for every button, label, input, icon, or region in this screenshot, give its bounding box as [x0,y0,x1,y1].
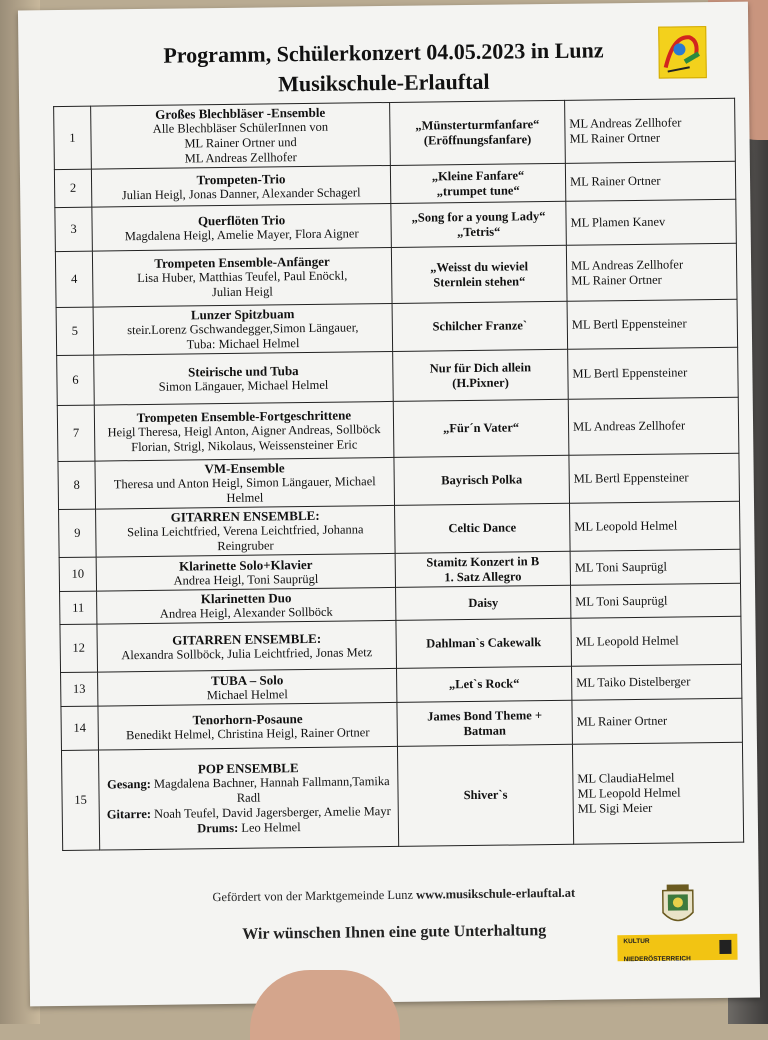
piece-cell [395,503,571,553]
teacher-cell [566,199,737,245]
ensemble-cell [92,247,392,307]
piece-cell [393,349,569,401]
program-table [53,98,744,851]
piece-line: „Für´n Vater“ [442,420,520,436]
piece-line: „Tetris“ [456,224,501,239]
row-number: 12 [60,624,98,672]
ensemble-members [95,119,386,168]
drums-label: Drums: [197,820,239,836]
teacher-cell [568,397,739,455]
teacher-cell [570,549,740,585]
teacher-line: ML Plamen Kanev [570,214,666,230]
member-line: Julian Heigl, Jonas Danner, Alexander Schagerl [121,184,361,202]
ensemble-name: Trompeten Ensemble-Fortgeschrittene [136,407,352,426]
ensemble-cell [94,351,394,405]
piece-line: „Kleine Fanfare“ [431,167,525,183]
ensemble-cell [96,553,395,591]
piece-line: Sternlein stehen“ [433,273,526,289]
ensemble-members [96,185,386,204]
member-line: Andrea Heigl, Toni Sauprügl [173,571,319,588]
ensemble-cell [91,102,391,169]
teacher-cell [566,243,737,301]
piece-line: (Eröffnungsfanfare) [423,132,532,148]
page-title: Programm, Schülerkonzert 04.05.2023 in Lunz [163,37,604,68]
row-number: 10 [59,557,96,591]
piece-line: Batman [463,723,507,738]
teacher-line: ML Leopold Helmel [577,785,681,801]
member-line: Andrea Heigl, Alexander Sollböck [159,604,333,621]
piece-cell [393,399,569,457]
member-line: Selina Leichtfried, Verena Leichtfried, Johanna [126,522,364,540]
ensemble-members [100,522,390,556]
teacher-line: ML Rainer Ortner [569,173,661,189]
ensemble-name: Trompeten Ensemble-Anfänger [154,253,330,271]
ensemble-members [101,604,391,623]
teacher-line: ML Sigi Meier [577,800,653,816]
teacher-line: ML Bertl Eppensteiner [571,316,687,332]
drums-members: Leo Helmel [241,820,301,835]
teacher-line: ML Rainer Ortner [576,713,668,729]
member-line: Julian Heigl [211,284,273,300]
teacher-line: ML Andreas Zellhofer [572,418,686,434]
footer-funding [29,884,759,908]
piece-line: Bayrisch Polka [441,472,523,488]
ensemble-members [98,320,388,354]
teacher-cell [572,698,743,744]
ensemble-cell [98,668,397,706]
ensemble-cell [97,587,396,624]
row-number: 5 [56,307,94,355]
teacher-line: ML Toni Sauprügl [575,593,668,609]
piece-cell [390,100,566,165]
ensemble-cell [97,620,397,672]
ensemble-members [100,474,390,508]
piece-line: (H.Pixner) [452,375,509,390]
piece-cell [391,245,567,303]
piece-line: „Song for a young Lady“ [411,208,546,225]
piece-cell [392,301,568,351]
piece-line: Schilcher Franze` [432,318,528,334]
teacher-cell [571,664,741,700]
teacher-cell [565,161,735,201]
teacher-line: ML Toni Sauprügl [574,559,668,575]
ensemble-cell [98,702,398,750]
table-row [55,243,737,307]
table-row [60,616,742,672]
row-number: 4 [55,251,93,307]
teacher-line: ML Rainer Ortner [571,272,662,288]
piece-line: Celtic Dance [448,520,517,536]
ensemble-name: Klarinetten Duo [200,590,292,607]
ensemble-cell [93,303,393,355]
member-line: Benedikt Helmel, Christina Heigl, Rainer Ortner [126,724,370,742]
ensemble-name: POP ENSEMBLE [197,760,299,777]
member-line: steir.Lorenz Gschwandegger,Simon Längauer, [127,320,359,338]
teacher-line: ML Leopold Helmel [574,518,678,534]
piece-cell [397,700,573,746]
ensemble-name: Großes Blechbläser -Ensemble [155,104,326,122]
table-row [57,397,739,461]
ensemble-cell [91,165,390,207]
table-row [56,299,738,355]
piece-cell [395,551,570,587]
row-number: 1 [54,106,92,169]
row-number: 8 [58,461,96,509]
piece-line: „Münsterturmfanfare“ [415,117,540,133]
teacher-cell [569,453,740,503]
ensemble-members [97,226,387,245]
piece-cell [397,666,572,702]
table-row [54,98,736,169]
ensemble-name: Querflöten Trio [197,211,286,228]
row-number: 13 [61,672,98,706]
teacher-cell [572,742,743,844]
piece-cell: Shiver`s [397,744,573,846]
member-line: Theresa und Anton Heigl, Simon Längauer, Michael [113,474,376,492]
gitarre-label: Gitarre: [106,806,152,822]
ensemble-cell [94,401,394,461]
teacher-line: ML Bertl Eppensteiner [572,365,688,381]
row-number: 15 [61,750,99,850]
row-number: 3 [55,207,93,251]
teacher-line: ML Andreas Zellhofer [571,256,684,273]
lunz-crest-icon [659,882,698,930]
member-line: Simon Längauer, Michael Helmel [158,377,329,394]
footer-wish: Wir wünschen Ihnen eine gute Unterhaltung [242,922,547,943]
table-row [61,742,743,850]
member-line: Tuba: Michael Helmel [186,336,300,352]
piece-line: James Bond Theme + [427,707,543,724]
ensemble-cell [92,203,392,251]
piece-line: Nur für Dich allein [429,359,532,375]
gesang-members: Magdalena Bachner, Hannah Fallmann,Tamika [153,774,390,791]
row-number: 14 [61,706,99,750]
teacher-line: ML Taiko Distelberger [576,674,691,690]
member-line: Michael Helmel [206,686,288,702]
table-row [59,501,741,557]
ensemble-name: Tenorhorn-Posaune [192,710,303,727]
member-line: ML Andreas Zellhofer [184,150,297,166]
ensemble-name: GITARREN ENSEMBLE: [172,630,322,648]
member-line: Heigl Theresa, Heigl Anton, Aigner Andreas, Sollböck [107,422,381,440]
ensemble-members [103,724,393,743]
row-number: 2 [54,169,91,207]
row-number: 7 [57,405,95,461]
ensemble-name: GITARREN ENSEMBLE: [170,507,320,525]
piece-line: Dahlman`s Cakewalk [426,635,542,651]
page-subtitle: Musikschule-Erlauftal [277,68,490,97]
website-link: www.musikschule-erlauftal.at [416,885,576,902]
music-school-logo [658,26,707,79]
gitarre-members: Noah Teufel, David Jagersberger, Amelie Mayr [154,804,391,821]
kultur-region: NIEDERÖSTERREICH [623,955,691,964]
piece-cell [390,163,565,203]
row-number: 6 [57,355,95,405]
member-line: Alexandra Sollböck, Julia Leichtfried, Jonas Metz [121,644,373,662]
ensemble-members [101,570,391,589]
kultur-label: KULTUR [623,937,650,946]
ensemble-name: Klarinette Solo+Klavier [178,556,313,574]
teacher-line: ML Bertl Eppensteiner [573,470,689,486]
teacher-cell [565,98,736,163]
ensemble-cell [96,505,396,557]
piece-line: „trumpet tune“ [436,182,520,198]
kultur-icon [719,940,731,954]
piece-cell [394,455,570,505]
member-line: Alle Blechbläser SchülerInnen von [152,119,329,136]
piece-line: Stamitz Konzert in B [426,553,540,570]
funding-text: Gefördert von der Marktgemeinde Lunz [212,887,414,905]
teacher-cell [570,501,741,551]
ensemble-members [102,685,392,704]
ensemble-name: Trompeten-Trio [196,170,286,187]
teacher-cell [571,616,742,666]
ensemble-name: VM-Ensemble [204,460,285,477]
teacher-cell [567,299,738,349]
row-number: 9 [59,509,97,557]
member-line: Florian, Strigl, Nikolaus, Weissensteiner Eric [131,437,358,455]
member-line: Reingruber [217,538,274,554]
ensemble-members [99,422,389,456]
ensemble-name: TUBA – Solo [210,671,284,688]
piece-cell [396,585,571,620]
ensemble-cell [98,746,398,850]
ensemble-cell [95,457,395,509]
kultur-niederoesterreich-logo [617,934,737,964]
teacher-line: ML Andreas Zellhofer [569,115,682,131]
ensemble-name: Lunzer Spitzbuam [190,306,295,323]
ensemble-members [102,644,392,663]
teacher-cell [568,347,739,399]
ensemble-members [98,376,388,395]
table-row [57,347,739,405]
row-number: 11 [60,591,97,624]
member-line: Magdalena Heigl, Amelie Mayer, Flora Aigner [124,225,359,243]
ensemble-members [97,268,387,302]
member-line: Lisa Huber, Matthias Teufel, Paul Enöckl, [137,268,348,286]
member-line: ML Rainer Ortner und [184,135,297,151]
piece-line: 1. Satz Allegro [444,568,522,584]
piece-line: „Let`s Rock“ [448,676,520,692]
teacher-cell [571,583,741,618]
program-sheet [18,2,760,1007]
teacher-line: ML Rainer Ortner [569,130,661,146]
piece-line: Daisy [468,595,499,610]
teacher-line: ML Leopold Helmel [575,633,679,649]
member-line: Helmel [226,490,264,505]
ensemble-name: Steirische und Tuba [187,362,299,379]
piece-cell [391,201,567,247]
gesang-label: Gesang: [107,776,151,792]
piece-line: „Weisst du wieviel [430,258,529,274]
piece-cell [396,618,572,668]
table-row [58,453,740,509]
gesang-line-2: Radl [236,790,261,805]
teacher-line: ML ClaudiaHelmel [577,770,675,786]
